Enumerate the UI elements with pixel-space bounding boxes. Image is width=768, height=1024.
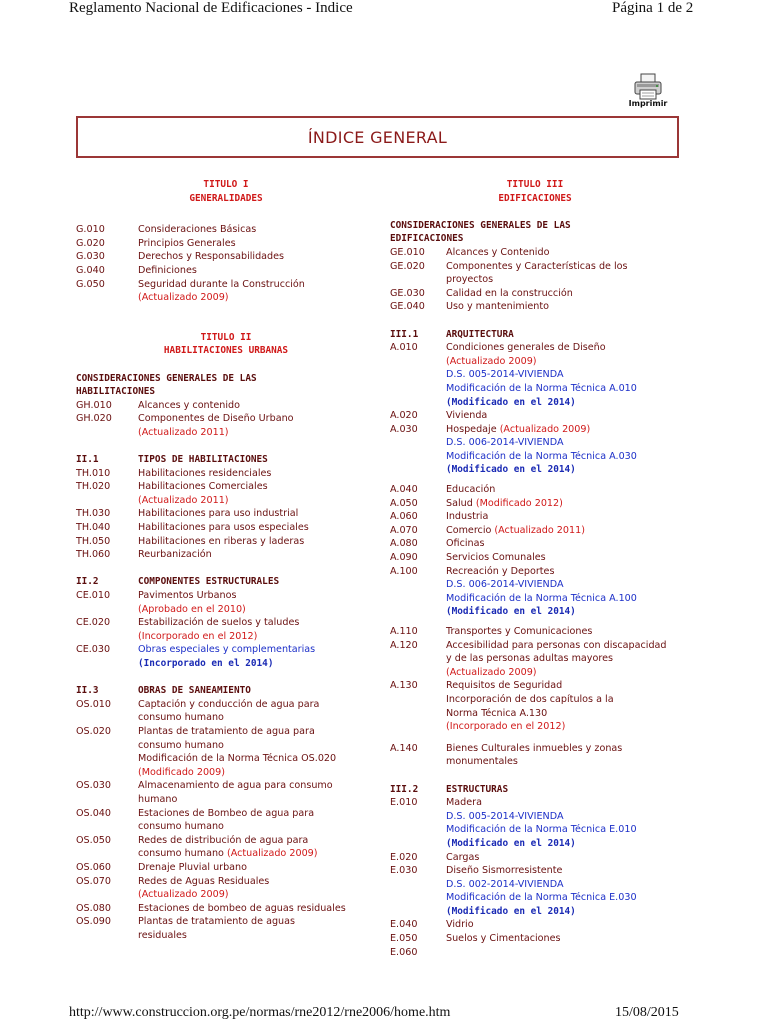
index-row-a060[interactable]: A.060 Industria <box>390 511 489 523</box>
section-ii3: II.3 OBRAS DE SANEAMIENTO <box>76 685 251 697</box>
index-row-os040[interactable]: OS.040 Estaciones de Bombeo de agua para consumo humano <box>76 807 315 833</box>
right-column <box>390 178 720 959</box>
page-title: ÍNDICE GENERAL <box>307 127 448 147</box>
consideraciones-edificaciones-heading: CONSIDERACIONES GENERALES DE LAS <box>390 219 571 231</box>
section-iii2: III.2 ESTRUCTURAS <box>390 783 509 795</box>
index-row-ce010[interactable]: CE.010 Pavimentos Urbanos (Aprobado en el 2010) <box>76 590 246 615</box>
index-row-e040[interactable]: E.040 Vidrio <box>390 919 474 931</box>
index-row-os020[interactable]: OS.020 Plantas de tratamiento de agua para consumo humano Modificación de la Norma Técnica OS.020 (Modificado 2009) <box>76 725 337 778</box>
footer-date: 15/08/2015 <box>615 1005 679 1020</box>
consideraciones-habilitaciones-heading-2: HABILITACIONES <box>76 386 156 398</box>
index-row-a050[interactable]: A.050 Salud (Modificado 2012) <box>390 497 563 509</box>
index-row-ge040[interactable]: GE.040 Uso y mantenimiento <box>390 301 550 313</box>
titulo-i-subtitle[interactable]: GENERALIDADES <box>189 192 263 204</box>
index-row-gh010[interactable]: GH.010 Alcances y contenido <box>76 399 241 411</box>
page-counter: Página 1 de 2 <box>612 0 694 16</box>
index-row-gh020[interactable]: GH.020 Componentes de Diseño Urbano (Actualizado 2011) <box>76 413 294 438</box>
index-row-a040[interactable]: A.040 Educación <box>390 484 496 496</box>
index-row-th040[interactable]: TH.040 Habilitaciones para usos especiales <box>76 522 309 534</box>
printer-icon <box>633 73 663 101</box>
index-row-os010[interactable]: OS.010 Captación y conducción de agua para consumo humano <box>76 698 320 724</box>
index-row-a100[interactable]: A.100 Recreación y Deportes D.S. 006-2014-VIVIENDA Modificación de la Norma Técnica A.100 (Modificado en el 2014) <box>390 565 637 618</box>
index-row-ge030[interactable]: GE.030 Calidad en la construcción <box>390 287 573 299</box>
footer-url: http://www.construccion.org.pe/normas/rne2012/rne2006/home.htm <box>69 1005 451 1020</box>
index-row-os030[interactable]: OS.030 Almacenamiento de agua para consumo humano <box>76 780 333 805</box>
consideraciones-edificaciones-heading-2: EDIFICACIONES <box>390 233 464 245</box>
index-row-a090[interactable]: A.090 Servicios Comunales <box>390 552 546 564</box>
print-button[interactable] <box>627 73 669 115</box>
main-title-box <box>76 116 679 158</box>
index-row-e050[interactable]: E.050 Suelos y Cimentaciones <box>390 933 561 945</box>
index-row-os070[interactable]: OS.070 Redes de Aguas Residuales (Actualizado 2009) <box>76 875 270 901</box>
consideraciones-habilitaciones-heading: CONSIDERACIONES GENERALES DE LAS <box>76 372 257 384</box>
index-row-a070[interactable]: A.070 Comercio (Actualizado 2011) <box>390 524 585 536</box>
index-row-os050[interactable]: OS.050 Redes de distribución de agua para consumo humano (Actualizado 2009) <box>76 834 318 860</box>
index-row-a030[interactable]: A.030 Hospedaje (Actualizado 2009) D.S. 006-2014-VIVIENDA Modificación de la Norma Técnica A.030 (Modificado en el 2014) <box>390 423 637 476</box>
index-row-ce030[interactable]: CE.030 Obras especiales y complementarias (Incorporado en el 2014) <box>76 644 316 669</box>
left-column <box>76 178 376 942</box>
index-row-a080[interactable]: A.080 Oficinas <box>390 538 485 550</box>
index-row-e010[interactable]: E.010 Madera D.S. 005-2014-VIVIENDA Modificación de la Norma Técnica E.010 (Modificado en el 2014) <box>390 797 637 849</box>
index-row-a010[interactable]: A.010 Condiciones generales de Diseño (Actualizado 2009) D.S. 005-2014-VIVIENDA Modificación de la Norma Técnica A.010 (Modificado en el 2014) <box>390 342 637 408</box>
index-row-ge020[interactable]: GE.020 Componentes y Características de los proyectos <box>390 260 628 286</box>
index-row-th060[interactable]: TH.060 Reurbanización <box>76 549 212 561</box>
index-row-a110[interactable]: A.110 Transportes y Comunicaciones <box>390 626 593 637</box>
index-row-a020[interactable]: A.020 Vivienda <box>390 410 488 422</box>
index-row-th030[interactable]: TH.030 Habilitaciones para uso industrial <box>76 508 299 520</box>
section-ii2: II.2 COMPONENTES ESTRUCTURALES <box>76 576 280 588</box>
titulo-iii-heading[interactable]: TITULO III <box>506 179 564 190</box>
titulo-i-heading[interactable]: TITULO I <box>203 179 249 190</box>
index-row-th010[interactable]: TH.010 Habilitaciones residenciales <box>76 467 272 479</box>
index-row-e060[interactable]: E.060 <box>390 946 418 958</box>
index-row-g020[interactable]: G.020 Principios Generales <box>76 237 236 249</box>
section-iii1: III.1 ARQUITECTURA <box>390 328 514 340</box>
section-ii1: II.1 TIPOS DE HABILITACIONES <box>76 454 268 466</box>
index-row-os090[interactable]: OS.090 Plantas de tratamiento de aguas residuales <box>76 916 296 941</box>
print-label[interactable]: Imprimir <box>628 99 668 108</box>
index-row-os080[interactable]: OS.080 Estaciones de bombeo de aguas residuales <box>76 902 346 914</box>
index-row-ge010[interactable]: GE.010 Alcances y Contenido <box>390 246 550 258</box>
titulo-iii-subtitle[interactable]: EDIFICACIONES <box>498 192 572 204</box>
index-row-th050[interactable]: TH.050 Habilitaciones en riberas y laderas <box>76 535 305 547</box>
index-row-os060[interactable]: OS.060 Drenaje Pluvial urbano <box>76 861 248 873</box>
index-row-a120[interactable]: A.120 Accesibilidad para personas con discapacidad y de las personas adultas mayores (Actualizado 2009) <box>390 639 667 678</box>
index-row-a140[interactable]: A.140 Bienes Culturales inmuebles y zonas monumentales <box>390 742 623 768</box>
titulo-ii-heading[interactable]: TITULO II <box>200 331 252 343</box>
index-row-g040[interactable]: G.040 Definiciones <box>76 264 197 276</box>
index-row-g050[interactable]: G.050 Seguridad durante la Construcción (Actualizado 2009) <box>76 278 305 304</box>
index-row-e030[interactable]: E.030 Diseño Sismorresistente D.S. 002-2014-VIVIENDA Modificación de la Norma Técnica E.030 (Modificado en el 2014) <box>390 865 637 917</box>
index-row-g030[interactable]: G.030 Derechos y Responsabilidades <box>76 251 285 263</box>
titulo-ii-subtitle[interactable]: HABILITACIONES URBANAS <box>163 345 289 357</box>
index-row-g010[interactable]: G.010 Consideraciones Básicas <box>76 224 257 236</box>
index-row-th020[interactable]: TH.020 Habilitaciones Comerciales (Actualizado 2011) <box>76 481 268 506</box>
index-row-e020[interactable]: E.020 Cargas <box>390 851 480 863</box>
document-header-title: Reglamento Nacional de Edificaciones - Indice <box>69 0 353 16</box>
index-row-ce020[interactable]: CE.020 Estabilización de suelos y taludes (Incorporado en el 2012) <box>76 617 300 642</box>
index-row-a130[interactable]: A.130 Requisitos de Seguridad Incorporación de dos capítulos a la Norma Técnica A.130 (Incorporado en el 2012) <box>390 680 614 733</box>
